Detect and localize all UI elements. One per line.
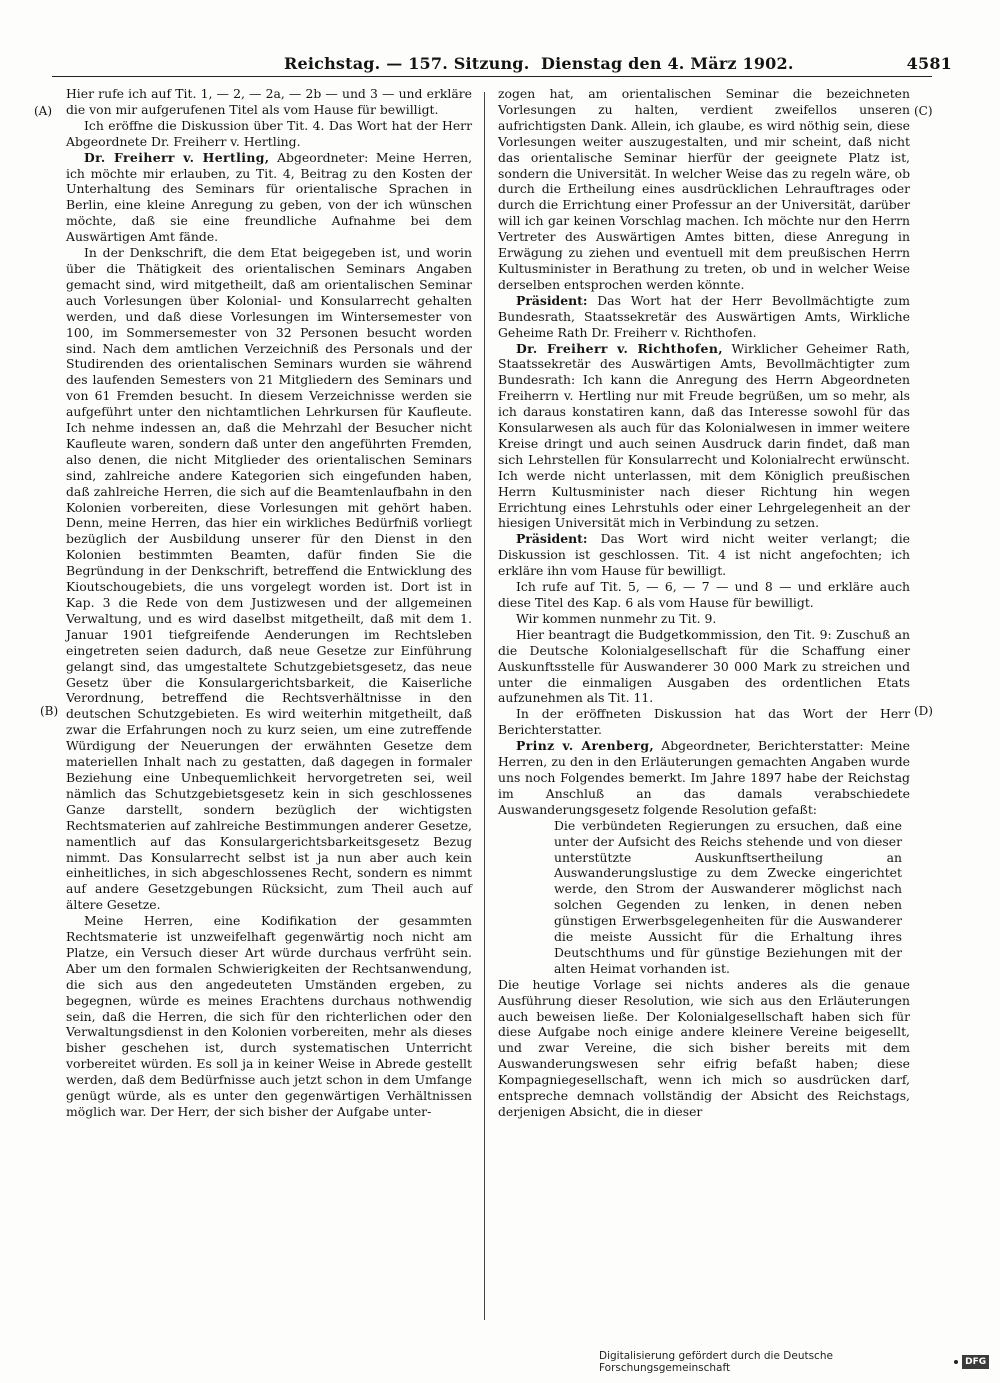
header-rule xyxy=(52,76,932,77)
speaker-name: Dr. Freiherr v. Richthofen, xyxy=(516,340,723,356)
bullet-icon xyxy=(954,1360,958,1364)
speech-paragraph xyxy=(66,150,472,245)
speech-text: Das Wort wird nicht weiter verlangt; die Diskussion ist geschlossen. Tit. 4 ist nicht angefochten; ich erkläre ihn vom Hause für bewilligt. xyxy=(498,531,910,579)
speaker-name: Präsident: xyxy=(516,531,588,547)
header-date: Dienstag den 4. März 1902. xyxy=(541,54,794,73)
margin-marker-c: (C) xyxy=(914,104,933,118)
paragraph: Hier beantragt die Budgetkommission, den Tit. 9: Zuschuß an die Deutsche Kolonialgesellschaft für die Schaffung einer Auskunftsstelle für Auswanderer 30 000 Mark zu streichen und unter die einmaligen Ausgaben des ordentlichen Etats aufzunehmen als Tit. 11. xyxy=(498,626,910,706)
page-number: 4581 xyxy=(906,54,952,73)
right-column xyxy=(498,86,910,1120)
footer-credit xyxy=(599,1351,989,1373)
footer-text: Digitalisierung gefördert durch die Deutsche Forschungsgemeinschaft xyxy=(599,1350,833,1374)
paragraph: In der Denkschrift, die dem Etat beigegeben ist, und worin über die Thätigkeit des orientalischen Seminars Angaben gemacht sind, wird mitgetheilt, daß am orientalischen Seminar auch Vorlesungen über Kolonial- und Konsularrecht gehalten werden, und daß diese Vorlesungen im Wintersemester von 100, im Sommersemester von 32 Personen besucht worden sind. Nach dem amtlichen Verzeichniß des Personals und der Studirenden des orientalischen Seminars wurden sie während des laufenden Semesters von 21 Mitgliedern des Seminars und von 61 Fremden besucht. In diesem Verzeichnisse werden sie aufgeführt unter den nichtamtlichen Lehrkursen für Kaufleute. Ich nehme indessen an, daß die Mehrzahl der Besucher nicht Kaufleute waren, sondern daß unter den angeführten Fremden, also denen, die nicht Mitglieder des orientalischen Seminars sind, zahlreiche andere Kategorien sich eingefunden haben, daß zahlreiche Herren, die sich auf die Beamtenlaufbahn in den Kolonien vorbereiten, diese Vorlesungen mit gehört haben. Denn, meine Herren, das hier ein wirkliches Bedürfniß vorliegt bezüglich der Ausbildung unserer für den Dienst in den Kolonien bestimmten Beamten, dafür finden Sie die Begründung in der Denkschrift, betreffend die Entwicklung des Kioutschougebiets, die uns vorgelegt worden ist. Dort ist in Kap. 3 die Rede von dem Justizwesen und der allgemeinen Verwaltung, und es wird daselbst mitgetheilt, daß mit dem 1. Januar 1901 tiefgreifende Aenderungen im Rechtsleben eingetreten seien dadurch, daß neue Gesetze zur Einführung gelangt sind, das umgestaltete Schutzgebietsgesetz, das neue Gesetz über die Konsulargerichtsbarkeit, die Kaiserliche Verordnung, betreffend die Rechtsverhältnisse in den deutschen Schutzgebieten. Es wird weiterhin mitgetheilt, daß zwar die Erfahrungen noch zu kurz seien, um eine zutreffende Würdigung der Neuerungen der erwähnten Gesetze dem materiellen Inhalt nach zu gestatten, daß dagegen in formaler Beziehung eine Unbequemlichkeit hervorgetreten sei, weil nämlich das Schutzgebietsgesetz kein in sich geschlossenes Ganze darstellt, sondern bezüglich der wichtigsten Rechtsmaterien auf zahlreiche Bestimmungen anderer Gesetze, namentlich auf das Konsulargerichtsbarkeitsgesetz Bezug nimmt. Das Konsularrecht selbst ist ja nun aber auch kein einheitliches, in sich abgeschlossenes Recht, sondern es nimmt auf andere Gesetzgebungen Rücksicht, zum Theil auch auf ältere Gesetze. xyxy=(66,245,472,913)
speech-paragraph xyxy=(498,341,910,532)
margin-marker-d: (D) xyxy=(914,704,933,718)
left-column xyxy=(66,86,472,1120)
paragraph: Hier rufe ich auf Tit. 1, — 2, — 2a, — 2b — und 3 — und erkläre die von mir aufgerufenen Titel als vom Hause für bewilligt. xyxy=(66,86,472,117)
column-divider xyxy=(484,92,485,1320)
speech-text: Das Wort hat der Herr Bevollmächtigte zum Bundesrath, Staatssekretär des Auswärtigen Amts, Wirkliche Geheime Rath Dr. Freiherr v. Richthofen. xyxy=(498,292,910,340)
speaker-name: Präsident: xyxy=(516,292,588,308)
speech-text: Wirklicher Geheimer Rath, Staatssekretär des Auswärtigen Amts, Bevollmächtigter zum Bundesrath: Ich kann die Anregung des Herrn Abgeordneten Freiherrn v. Hertling nur mit Freude begrüßen, um so mehr, als ich daraus konstatiren kann, daß das Interesse sowohl für das Konsularwesen als auch für das Kolonialwesen in immer weitere Kreise dringt und auch seinen Ausdruck darin findet, daß man sich Lehrstellen für Konsularrecht und Kolonialrecht erwünscht. Ich werde nicht unterlassen, mit dem Königlich preußischen Herrn Kultusminister nach dieser Richtung hin wegen Errichtung eines Lehrstuhls oder einer Lehrgelegenheit an der hiesigen Universität mich in Verbindung zu setzen. xyxy=(498,340,910,531)
speech-paragraph xyxy=(498,293,910,341)
dfg-logo-icon: DFG xyxy=(962,1355,989,1369)
margin-marker-a: (A) xyxy=(34,104,53,118)
paragraph: Ich eröffne die Diskussion über Tit. 4. Das Wort hat der Herr Abgeordnete Dr. Freiherr v. Hertling. xyxy=(66,117,472,149)
speech-text: Abgeordneter, Berichterstatter: Meine Herren, zu den in den Erläuterungen gemachten Angaben wurde uns noch Folgendes bemerkt. Im Jahre 1897 habe der Reichstag im Anschluß an das damals verabschiedete Auswanderungsgesetz folgende Resolution gefaßt: xyxy=(498,738,910,817)
paragraph: Meine Herren, eine Kodifikation der gesammten Rechtsmaterie ist unzweifelhaft gegenwärtig noch nicht am Platze, ein Versuch dieser Art würde durchaus verfrüht sein. Aber um den formalen Schwierigkeiten der Rechtsanwendung, die sich aus den angedeuteten Umständen ergeben, zu begegnen, würde es meines Erachtens durchaus nothwendig sein, daß die Herren, die sich für den richterlichen oder den Verwaltungsdienst in den Kolonien vorbereiten, mehr als dieses bisher geschehen ist, durch systematischen Unterricht vorbereitet würden. Es soll ja in keiner Weise in Abrede gestellt werden, daß dem Bedürfnisse auch jetzt schon in dem Umfange genügt würde, als es unter den gegenwärtigen Verhältnissen möglich war. Der Herr, der sich bisher der Aufgabe unter- xyxy=(66,913,472,1119)
resolution-quote: Die verbündeten Regierungen zu ersuchen, daß eine unter der Aufsicht des Reichs stehende und von dieser unterstützte Auskunftsertheilung an Auswanderungslustige zu dem Zwecke eingerichtet werde, den Strom der Auswanderer möglichst nach solchen Gegenden zu lenken, in denen neben günstigen Erwerbsgelegenheiten für die Auswanderer die meiste Aussicht für die Erhaltung ihres Deutschthums und für günstige Beziehungen mit der alten Heimat vorhanden ist. xyxy=(554,817,902,976)
page-header xyxy=(52,52,952,76)
header-session: Reichstag. — 157. Sitzung. xyxy=(284,54,530,73)
speaker-name: Prinz v. Arenberg, xyxy=(516,738,655,754)
speaker-name: Dr. Freiherr v. Hertling, xyxy=(84,149,270,165)
paragraph: Ich rufe auf Tit. 5, — 6, — 7 — und 8 — und erkläre auch diese Titel des Kap. 6 als vom Hause für bewilligt. xyxy=(498,579,910,610)
paragraph: Wir kommen nunmehr zu Tit. 9. xyxy=(516,610,717,626)
paragraph: Die heutige Vorlage sei nichts anderes als die genaue Ausführung dieser Resolution, wie sich aus den Erläuterungen auch beweisen ließe. Der Kolonialgesellschaft haben sich für diese Aufgabe noch einige andere kleinere Vereine beigesellt, und zwar Vereine, die sich bisher bereits mit dem Auswanderungswesen sehr eifrig befaßt haben; diese Kompagniegesellschaft, wenn ich mich so ausdrücken darf, entspreche demnach vollständig der Absicht des Reichstags, derjenigen Absicht, die in dieser xyxy=(498,976,910,1119)
speech-paragraph xyxy=(498,738,910,818)
header-title xyxy=(284,54,794,73)
speech-text: Abgeordneter: Meine Herren, ich möchte mir erlauben, zu Tit. 4, Beitrag zu den Kosten der Unterhaltung des Seminars für orientalische Sprachen in Berlin, eine kleine Anregung zu geben, von der ich wünschen möchte, daß sie eine freundliche Aufnahme bei dem Auswärtigen Amt fände. xyxy=(66,149,473,245)
paragraph: zogen hat, am orientalischen Seminar die bezeichneten Vorlesungen zu halten, verdient zweifellos unseren aufrichtigsten Dank. Allein, ich glaube, es wird nöthig sein, diese Vorlesungen weiter auszugestalten, und mir scheint, daß nicht das orientalische Seminar hierfür der geeignete Platz ist, sondern die Universität. In welcher Weise das zu regeln wäre, ob durch die Ertheilung eines ausdrücklichen Lehrauftrages oder durch die Errichtung einer Professur an der Universität, darüber will ich gar keinen Vorschlag machen. Ich möchte nur den Herrn Vertreter des Auswärtigen Amtes bitten, diese Anregung in Erwägung zu ziehen und eventuell mit dem preußischen Herrn Kultusminister in Berathung zu treten, ob und in welcher Weise derselben entsprochen werden könnte. xyxy=(498,86,910,292)
margin-marker-b: (B) xyxy=(40,704,59,718)
paragraph: In der eröffneten Diskussion hat das Wort der Herr Berichterstatter. xyxy=(498,706,910,738)
speech-paragraph xyxy=(498,531,910,579)
